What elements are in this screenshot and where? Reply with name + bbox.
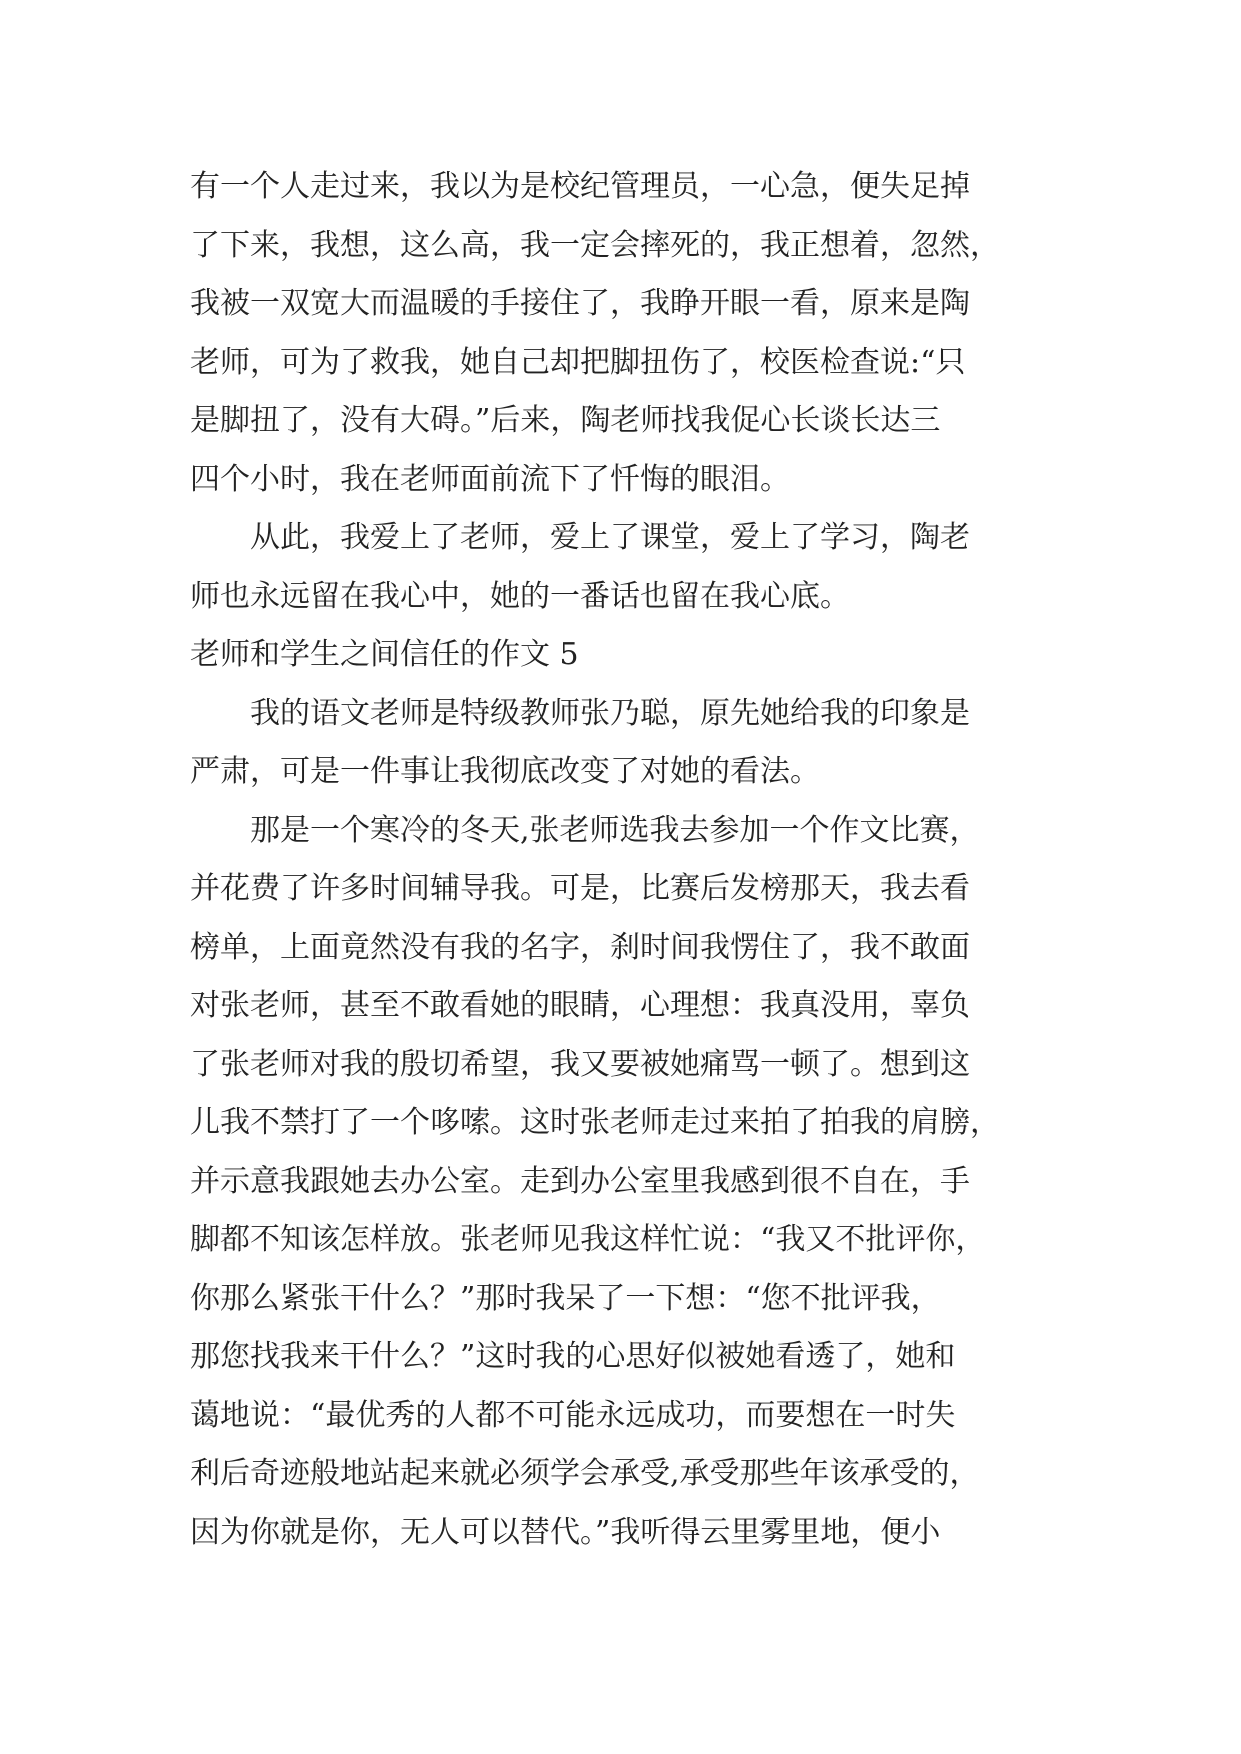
text-line: 了下来，我想，这么高，我一定会摔死的，我正想着，忽然， bbox=[190, 227, 1000, 263]
text-line: 你那么紧张干什么？”那时我呆了一下想：“您不批评我， bbox=[190, 1280, 941, 1316]
text-line: 脚都不知该怎样放。张老师见我这样忙说：“我又不批评你， bbox=[190, 1222, 986, 1257]
text-line: 师也永远留在我心中，她的一番话也留在我心底。 bbox=[190, 578, 850, 614]
text-line: 是脚扭了，没有大碍。”后来，陶老师找我促心长谈长达三 bbox=[190, 403, 941, 438]
text-line: 蔼地说：“最优秀的人都不可能永远成功，而要想在一时失 bbox=[190, 1397, 956, 1433]
text-line: 我被一双宽大而温暖的手接住了，我睁开眼一看，原来是陶 bbox=[190, 286, 970, 321]
paragraph-first-line: 我的语文老师是特级教师张乃聪，原先她给我的印象是 bbox=[250, 695, 970, 731]
section-heading: 老师和学生之间信任的作文 5 bbox=[190, 637, 579, 672]
text-line: 儿我不禁打了一个哆嗦。这时张老师走过来拍了拍我的肩膀， bbox=[190, 1105, 1000, 1140]
text-line: 严肃，可是一件事让我彻底改变了对她的看法。 bbox=[190, 754, 820, 789]
text-line: 有一个人走过来，我以为是校纪管理员，一心急，便失足掉 bbox=[190, 169, 970, 204]
text-line: 榜单，上面竟然没有我的名字，刹时间我愣住了，我不敢面 bbox=[190, 929, 970, 965]
text-line: 并花费了许多时间辅导我。可是，比赛后发榜那天，我去看 bbox=[190, 871, 970, 906]
paragraph-first-line: 从此，我爱上了老师，爱上了课堂，爱上了学习，陶老 bbox=[250, 520, 970, 555]
paragraph-first-line: 那是一个寒冷的冬天,张老师选我去参加一个作文比赛， bbox=[250, 812, 980, 848]
text-line: 老师，可为了救我，她自己却把脚扭伤了，校医检查说:“只 bbox=[190, 344, 966, 380]
text-line: 那您找我来干什么？”这时我的心思好似被她看透了，她和 bbox=[190, 1339, 956, 1374]
text-line: 四个小时，我在老师面前流下了忏悔的眼泪。 bbox=[190, 461, 790, 497]
text-line: 了张老师对我的殷切希望，我又要被她痛骂一顿了。想到这 bbox=[190, 1046, 970, 1082]
text-line: 并示意我跟她去办公室。走到办公室里我感到很不自在，手 bbox=[190, 1163, 970, 1199]
text-line: 因为你就是你，无人可以替代。”我听得云里雾里地，便小 bbox=[190, 1514, 941, 1550]
text-line: 利后奇迹般地站起来就必须学会承受,承受那些年该承受的， bbox=[190, 1456, 980, 1491]
document-body bbox=[190, 158, 1060, 1562]
text-line: 对张老师，甚至不敢看她的眼睛，心理想：我真没用，辜负 bbox=[190, 988, 970, 1023]
